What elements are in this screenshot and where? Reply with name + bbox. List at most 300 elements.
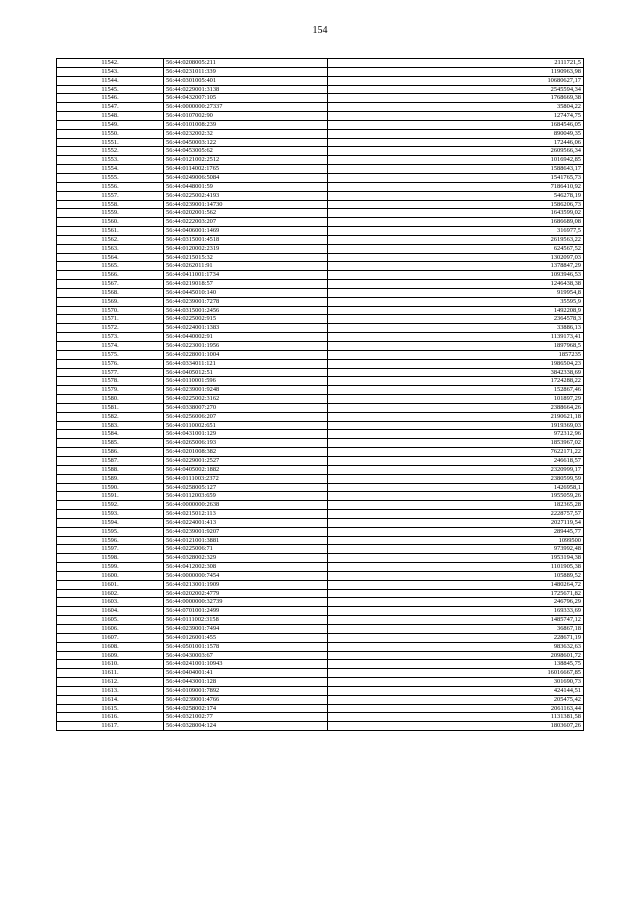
table-row — [57, 227, 584, 236]
table-row — [57, 686, 584, 695]
row-number-cell: 11580. — [57, 395, 164, 404]
row-number-cell: 11565. — [57, 262, 164, 271]
cadastral-value-cell: 1897968,5 — [328, 342, 584, 351]
cadastral-number-cell: 56:44:0114002:1765 — [164, 165, 328, 174]
cadastral-value-cell: 2388664,26 — [328, 403, 584, 412]
cadastral-value-cell: 246618,57 — [328, 456, 584, 465]
cadastral-number-cell: 56:44:0224001:413 — [164, 518, 328, 527]
table-row — [57, 368, 584, 377]
row-number-cell: 11599. — [57, 563, 164, 572]
row-number-cell: 11613. — [57, 686, 164, 695]
row-number-cell: 11549. — [57, 120, 164, 129]
cadastral-number-cell: 56:44:0000000:2638 — [164, 501, 328, 510]
cadastral-number-cell: 56:44:0321002:77 — [164, 713, 328, 722]
cadastral-number-cell: 56:44:0110002:651 — [164, 421, 328, 430]
row-number-cell: 11556. — [57, 182, 164, 191]
cadastral-value-cell: 1378847,29 — [328, 262, 584, 271]
table-row — [57, 625, 584, 634]
cadastral-value-cell: 2364578,3 — [328, 315, 584, 324]
cadastral-value-cell: 301690,73 — [328, 678, 584, 687]
row-number-cell: 11568. — [57, 288, 164, 297]
table-row — [57, 501, 584, 510]
cadastral-value-cell: 172446,06 — [328, 138, 584, 147]
row-number-cell: 11570. — [57, 306, 164, 315]
table-row — [57, 571, 584, 580]
cadastral-number-cell: 56:44:0228001:1004 — [164, 350, 328, 359]
table-row — [57, 704, 584, 713]
row-number-cell: 11611. — [57, 669, 164, 678]
cadastral-number-cell: 56:44:0412002:308 — [164, 563, 328, 572]
cadastral-number-cell: 56:44:0445010:140 — [164, 288, 328, 297]
row-number-cell: 11604. — [57, 607, 164, 616]
cadastral-number-cell: 56:44:0239001:4766 — [164, 695, 328, 704]
cadastral-value-cell: 2609566,34 — [328, 147, 584, 156]
cadastral-number-cell: 56:44:0411001:1734 — [164, 271, 328, 280]
cadastral-number-cell: 56:44:0430003:67 — [164, 651, 328, 660]
table-row — [57, 439, 584, 448]
table-row — [57, 280, 584, 289]
cadastral-number-cell: 56:44:0112003:659 — [164, 492, 328, 501]
cadastral-value-cell: 7622171,22 — [328, 448, 584, 457]
row-number-cell: 11547. — [57, 103, 164, 112]
cadastral-number-cell: 56:44:0239001:9248 — [164, 386, 328, 395]
cadastral-number-cell: 56:44:0315001:4518 — [164, 235, 328, 244]
row-number-cell: 11552. — [57, 147, 164, 156]
table-row — [57, 315, 584, 324]
table-row — [57, 545, 584, 554]
table-row — [57, 580, 584, 589]
cadastral-value-cell: 1480264,72 — [328, 580, 584, 589]
cadastral-value-cell: 2228757,57 — [328, 510, 584, 519]
page-number: 154 — [312, 25, 328, 36]
cadastral-value-cell: 1725671,82 — [328, 589, 584, 598]
row-number-cell: 11588. — [57, 465, 164, 474]
cadastral-number-cell: 56:44:0404001:41 — [164, 669, 328, 678]
cadastral-value-cell: 127474,75 — [328, 112, 584, 121]
table-row — [57, 598, 584, 607]
row-number-cell: 11584. — [57, 430, 164, 439]
cadastral-value-cell: 7186410,92 — [328, 182, 584, 191]
cadastral-number-cell: 56:44:0111002:3158 — [164, 616, 328, 625]
row-number-cell: 11603. — [57, 598, 164, 607]
row-number-cell: 11562. — [57, 235, 164, 244]
cadastral-value-cell: 919954,8 — [328, 288, 584, 297]
cadastral-number-cell: 56:44:0239001:7494 — [164, 625, 328, 634]
cadastral-number-cell: 56:44:0225006:71 — [164, 545, 328, 554]
cadastral-value-cell: 973992,48 — [328, 545, 584, 554]
table-row — [57, 713, 584, 722]
table-row — [57, 377, 584, 386]
table-row — [57, 483, 584, 492]
table-row — [57, 138, 584, 147]
cadastral-value-cell: 182365,28 — [328, 501, 584, 510]
cadastral-value-cell: 1139173,41 — [328, 333, 584, 342]
cadastral-number-cell: 56:44:0000000:27337 — [164, 103, 328, 112]
cadastral-value-cell: 1919369,03 — [328, 421, 584, 430]
cadastral-value-cell: 1953194,38 — [328, 554, 584, 563]
table-row — [57, 191, 584, 200]
cadastral-number-cell: 56:44:0229001:2527 — [164, 456, 328, 465]
table-row — [57, 85, 584, 94]
cadastral-number-cell: 56:44:0239001:14730 — [164, 200, 328, 209]
table-row — [57, 448, 584, 457]
table-row — [57, 395, 584, 404]
cadastral-value-cell: 1857235 — [328, 350, 584, 359]
cadastral-value-cell: 1724288,22 — [328, 377, 584, 386]
cadastral-number-cell: 56:44:0225002:4193 — [164, 191, 328, 200]
table-row — [57, 120, 584, 129]
row-number-cell: 11602. — [57, 589, 164, 598]
cadastral-number-cell: 56:44:0000000:7454 — [164, 571, 328, 580]
cadastral-value-cell: 1803607,26 — [328, 722, 584, 731]
row-number-cell: 11571. — [57, 315, 164, 324]
cadastral-number-cell: 56:44:0219018:57 — [164, 280, 328, 289]
row-number-cell: 11544. — [57, 76, 164, 85]
cadastral-value-cell: 1768669,38 — [328, 94, 584, 103]
table-row — [57, 297, 584, 306]
table-row — [57, 465, 584, 474]
row-number-cell: 11578. — [57, 377, 164, 386]
cadastral-value-cell: 1541765,73 — [328, 173, 584, 182]
row-number-cell: 11586. — [57, 448, 164, 457]
cadastral-value-cell: 1426958,1 — [328, 483, 584, 492]
cadastral-number-cell: 56:44:0328004:124 — [164, 722, 328, 731]
row-number-cell: 11612. — [57, 678, 164, 687]
cadastral-number-cell: 56:44:0405012:51 — [164, 368, 328, 377]
cadastral-number-cell: 56:44:0000000:32739 — [164, 598, 328, 607]
cadastral-value-cell: 624567,52 — [328, 244, 584, 253]
cadastral-value-cell: 1093946,53 — [328, 271, 584, 280]
cadastral-value-cell: 2027119,54 — [328, 518, 584, 527]
table-row — [57, 403, 584, 412]
cadastral-value-cell: 1485747,12 — [328, 616, 584, 625]
row-number-cell: 11550. — [57, 129, 164, 138]
cadastral-value-cell: 1684546,05 — [328, 120, 584, 129]
row-number-cell: 11575. — [57, 350, 164, 359]
table-row — [57, 235, 584, 244]
cadastral-value-cell: 1853967,02 — [328, 439, 584, 448]
cadastral-value-cell: 36867,18 — [328, 625, 584, 634]
cadastral-value-cell: 1190963,98 — [328, 67, 584, 76]
cadastral-number-cell: 56:44:0239001:9207 — [164, 527, 328, 536]
row-number-cell: 11595. — [57, 527, 164, 536]
cadastral-value-cell: 424144,51 — [328, 686, 584, 695]
cadastral-number-cell: 56:44:0121001:3881 — [164, 536, 328, 545]
row-number-cell: 11597. — [57, 545, 164, 554]
table-row — [57, 430, 584, 439]
cadastral-number-cell: 56:44:0265006:193 — [164, 439, 328, 448]
table-row — [57, 253, 584, 262]
cadastral-number-cell: 56:44:0338007:270 — [164, 403, 328, 412]
cadastral-number-cell: 56:44:0334011:121 — [164, 359, 328, 368]
row-number-cell: 11551. — [57, 138, 164, 147]
row-number-cell: 11555. — [57, 173, 164, 182]
cadastral-number-cell: 56:44:0208005:211 — [164, 59, 328, 68]
row-number-cell: 11543. — [57, 67, 164, 76]
cadastral-number-cell: 56:44:0701001:2499 — [164, 607, 328, 616]
table-row — [57, 59, 584, 68]
row-number-cell: 11607. — [57, 633, 164, 642]
cadastral-number-cell: 56:44:0201008:382 — [164, 448, 328, 457]
cadastral-value-cell: 2098601,72 — [328, 651, 584, 660]
cadastral-number-cell: 56:44:0315001:2456 — [164, 306, 328, 315]
table-row — [57, 103, 584, 112]
row-number-cell: 11582. — [57, 412, 164, 421]
table-row — [57, 112, 584, 121]
table-row — [57, 554, 584, 563]
table-row — [57, 633, 584, 642]
cadastral-number-cell: 56:44:0225002:915 — [164, 315, 328, 324]
cadastral-value-table — [56, 58, 584, 731]
cadastral-number-cell: 56:44:0109001:7892 — [164, 686, 328, 695]
cadastral-number-cell: 56:44:0222003:207 — [164, 218, 328, 227]
table-row — [57, 173, 584, 182]
cadastral-value-cell: 2619563,22 — [328, 235, 584, 244]
cadastral-number-cell: 56:44:0126001:455 — [164, 633, 328, 642]
table-row — [57, 651, 584, 660]
row-number-cell: 11569. — [57, 297, 164, 306]
row-number-cell: 11592. — [57, 501, 164, 510]
row-number-cell: 11606. — [57, 625, 164, 634]
row-number-cell: 11601. — [57, 580, 164, 589]
cadastral-value-cell: 972312,96 — [328, 430, 584, 439]
row-number-cell: 11572. — [57, 324, 164, 333]
table-row — [57, 616, 584, 625]
cadastral-number-cell: 56:44:0453005:62 — [164, 147, 328, 156]
table-row — [57, 76, 584, 85]
cadastral-value-cell: 2061163,44 — [328, 704, 584, 713]
row-number-cell: 11609. — [57, 651, 164, 660]
cadastral-value-cell: 1099500 — [328, 536, 584, 545]
cadastral-number-cell: 56:44:0443001:128 — [164, 678, 328, 687]
cadastral-value-cell: 2545594,34 — [328, 85, 584, 94]
cadastral-number-cell: 56:44:0225002:3162 — [164, 395, 328, 404]
cadastral-value-cell: 1643599,02 — [328, 209, 584, 218]
row-number-cell: 11546. — [57, 94, 164, 103]
row-number-cell: 11542. — [57, 59, 164, 68]
cadastral-number-cell: 56:44:0111003:2372 — [164, 474, 328, 483]
table-row — [57, 218, 584, 227]
cadastral-value-cell: 1955059,26 — [328, 492, 584, 501]
table-row — [57, 695, 584, 704]
table-row — [57, 324, 584, 333]
table-row — [57, 386, 584, 395]
row-number-cell: 11596. — [57, 536, 164, 545]
table-row — [57, 359, 584, 368]
table-body — [57, 59, 584, 731]
cadastral-number-cell: 56:44:0406001:1469 — [164, 227, 328, 236]
cadastral-number-cell: 56:44:0431001:129 — [164, 430, 328, 439]
cadastral-number-cell: 56:44:0249006:5084 — [164, 173, 328, 182]
cadastral-value-cell: 289445,77 — [328, 527, 584, 536]
table-row — [57, 288, 584, 297]
cadastral-value-cell: 1586206,73 — [328, 200, 584, 209]
table-row — [57, 474, 584, 483]
row-number-cell: 11577. — [57, 368, 164, 377]
cadastral-value-cell: 3842338,69 — [328, 368, 584, 377]
cadastral-number-cell: 56:44:0258005:127 — [164, 483, 328, 492]
cadastral-number-cell: 56:44:0229001:3138 — [164, 85, 328, 94]
table-row — [57, 510, 584, 519]
cadastral-number-cell: 56:44:0232002:32 — [164, 129, 328, 138]
table-row — [57, 642, 584, 651]
cadastral-value-cell: 16016667,85 — [328, 669, 584, 678]
cadastral-number-cell: 56:44:0121002:2512 — [164, 156, 328, 165]
row-number-cell: 11560. — [57, 218, 164, 227]
table-row — [57, 244, 584, 253]
cadastral-value-cell: 546278,19 — [328, 191, 584, 200]
row-number-cell: 11566. — [57, 271, 164, 280]
cadastral-value-cell: 2380599,59 — [328, 474, 584, 483]
table-row — [57, 271, 584, 280]
row-number-cell: 11616. — [57, 713, 164, 722]
row-number-cell: 11590. — [57, 483, 164, 492]
cadastral-value-cell: 228671,19 — [328, 633, 584, 642]
cadastral-value-cell: 890049,35 — [328, 129, 584, 138]
cadastral-number-cell: 56:44:0202002:4779 — [164, 589, 328, 598]
row-number-cell: 11564. — [57, 253, 164, 262]
table-row — [57, 129, 584, 138]
table-row — [57, 527, 584, 536]
cadastral-value-cell: 1686689,08 — [328, 218, 584, 227]
cadastral-value-cell: 246796,29 — [328, 598, 584, 607]
row-number-cell: 11583. — [57, 421, 164, 430]
table-row — [57, 421, 584, 430]
row-number-cell: 11617. — [57, 722, 164, 731]
cadastral-number-cell: 56:44:0107002:90 — [164, 112, 328, 121]
cadastral-value-cell: 152867,46 — [328, 386, 584, 395]
cadastral-value-cell: 1246438,38 — [328, 280, 584, 289]
cadastral-number-cell: 56:44:0301005:401 — [164, 76, 328, 85]
cadastral-number-cell: 56:44:0215012:113 — [164, 510, 328, 519]
cadastral-number-cell: 56:44:0101008:239 — [164, 120, 328, 129]
row-number-cell: 11567. — [57, 280, 164, 289]
cadastral-number-cell: 56:44:0213001:1909 — [164, 580, 328, 589]
cadastral-number-cell: 56:44:0256006:207 — [164, 412, 328, 421]
cadastral-value-cell: 1101905,38 — [328, 563, 584, 572]
cadastral-number-cell: 56:44:0120002:2319 — [164, 244, 328, 253]
row-number-cell: 11557. — [57, 191, 164, 200]
row-number-cell: 11548. — [57, 112, 164, 121]
cadastral-number-cell: 56:44:0448001:59 — [164, 182, 328, 191]
table-row — [57, 182, 584, 191]
table-row — [57, 306, 584, 315]
row-number-cell: 11563. — [57, 244, 164, 253]
row-number-cell: 11587. — [57, 456, 164, 465]
cadastral-number-cell: 56:44:0432007:105 — [164, 94, 328, 103]
table-row — [57, 342, 584, 351]
cadastral-value-cell: 2320999,17 — [328, 465, 584, 474]
table-row — [57, 492, 584, 501]
row-number-cell: 11545. — [57, 85, 164, 94]
cadastral-value-cell: 2111721,5 — [328, 59, 584, 68]
table-row — [57, 94, 584, 103]
table-row — [57, 518, 584, 527]
cadastral-number-cell: 56:44:0215015:32 — [164, 253, 328, 262]
cadastral-number-cell: 56:44:0258002:174 — [164, 704, 328, 713]
row-number-cell: 11559. — [57, 209, 164, 218]
table-row — [57, 722, 584, 731]
row-number-cell: 11585. — [57, 439, 164, 448]
cadastral-value-cell: 983632,63 — [328, 642, 584, 651]
row-number-cell: 11576. — [57, 359, 164, 368]
cadastral-value-cell: 1016942,85 — [328, 156, 584, 165]
cadastral-number-cell: 56:44:0405002:1882 — [164, 465, 328, 474]
table-row — [57, 262, 584, 271]
cadastral-value-cell: 316977,5 — [328, 227, 584, 236]
cadastral-number-cell: 56:44:0450003:122 — [164, 138, 328, 147]
row-number-cell: 11591. — [57, 492, 164, 501]
table-row — [57, 209, 584, 218]
table-row — [57, 67, 584, 76]
cadastral-value-cell: 1131381,58 — [328, 713, 584, 722]
cadastral-value-cell: 105889,52 — [328, 571, 584, 580]
table-row — [57, 589, 584, 598]
cadastral-value-cell: 1588643,17 — [328, 165, 584, 174]
table-row — [57, 147, 584, 156]
table-row — [57, 536, 584, 545]
table-row — [57, 200, 584, 209]
table-row — [57, 456, 584, 465]
cadastral-number-cell: 56:44:0223001:1956 — [164, 342, 328, 351]
row-number-cell: 11594. — [57, 518, 164, 527]
cadastral-value-cell: 138845,75 — [328, 660, 584, 669]
table-row — [57, 156, 584, 165]
cadastral-value-cell: 33886,13 — [328, 324, 584, 333]
row-number-cell: 11554. — [57, 165, 164, 174]
row-number-cell: 11598. — [57, 554, 164, 563]
cadastral-number-cell: 56:44:0440002:91 — [164, 333, 328, 342]
row-number-cell: 11610. — [57, 660, 164, 669]
cadastral-value-cell: 169333,69 — [328, 607, 584, 616]
cadastral-value-cell: 101897,29 — [328, 395, 584, 404]
table-row — [57, 333, 584, 342]
cadastral-value-cell: 205475,42 — [328, 695, 584, 704]
table-row — [57, 660, 584, 669]
cadastral-value-cell: 1302097,03 — [328, 253, 584, 262]
cadastral-value-cell: 35804,22 — [328, 103, 584, 112]
row-number-cell: 11579. — [57, 386, 164, 395]
cadastral-number-cell: 56:44:0241001:10943 — [164, 660, 328, 669]
cadastral-value-cell: 1492208,9 — [328, 306, 584, 315]
cadastral-value-cell: 10680627,17 — [328, 76, 584, 85]
row-number-cell: 11574. — [57, 342, 164, 351]
row-number-cell: 11558. — [57, 200, 164, 209]
row-number-cell: 11608. — [57, 642, 164, 651]
cadastral-value-cell: 2190621,18 — [328, 412, 584, 421]
table-row — [57, 412, 584, 421]
row-number-cell: 11615. — [57, 704, 164, 713]
cadastral-number-cell: 56:44:0231011:339 — [164, 67, 328, 76]
row-number-cell: 11553. — [57, 156, 164, 165]
cadastral-number-cell: 56:44:0224001:1383 — [164, 324, 328, 333]
table-row — [57, 165, 584, 174]
cadastral-value-cell: 35595,9 — [328, 297, 584, 306]
table-row — [57, 350, 584, 359]
cadastral-number-cell: 56:44:0202001:562 — [164, 209, 328, 218]
table-row — [57, 678, 584, 687]
row-number-cell: 11573. — [57, 333, 164, 342]
row-number-cell: 11581. — [57, 403, 164, 412]
row-number-cell: 11561. — [57, 227, 164, 236]
cadastral-number-cell: 56:44:0262011:91 — [164, 262, 328, 271]
cadastral-value-cell: 1986504,23 — [328, 359, 584, 368]
cadastral-number-cell: 56:44:0239001:7278 — [164, 297, 328, 306]
row-number-cell: 11589. — [57, 474, 164, 483]
cadastral-number-cell: 56:44:0110001:596 — [164, 377, 328, 386]
row-number-cell: 11593. — [57, 510, 164, 519]
table-row — [57, 563, 584, 572]
